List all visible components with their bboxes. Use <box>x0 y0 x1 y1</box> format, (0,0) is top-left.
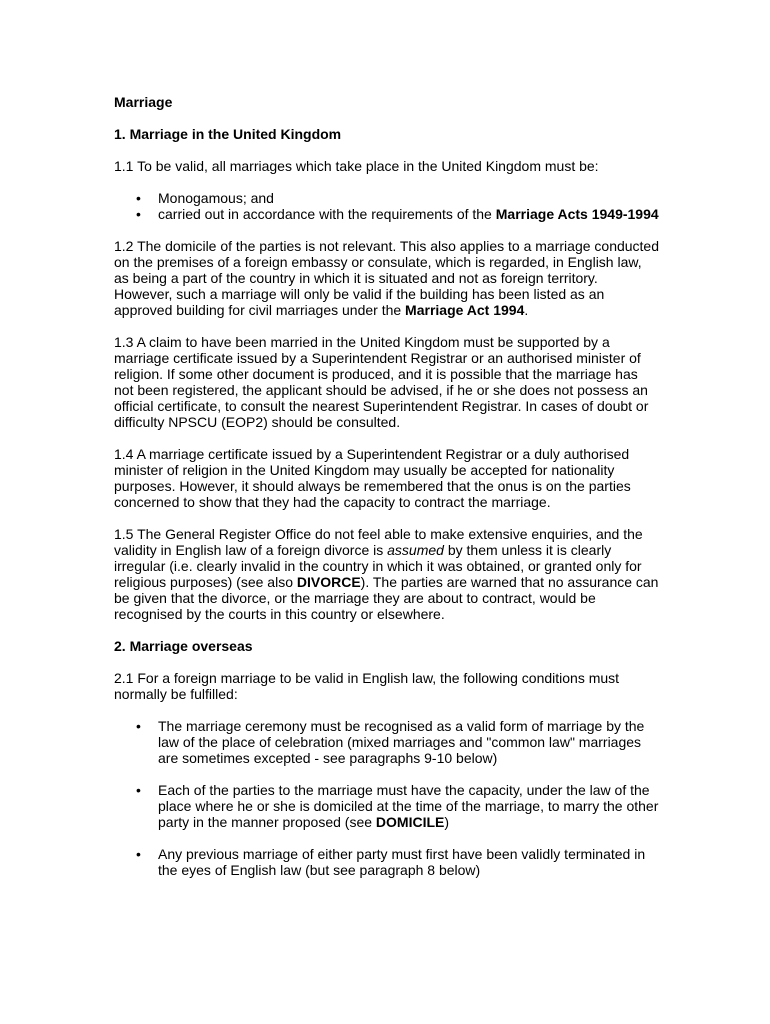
list-item-text: Any previous marriage of either party must first have been validly terminated in the eyes of English law (but see paragraph 8 below) <box>158 846 646 878</box>
list-item <box>114 846 660 878</box>
list-item-text: carried out in accordance with the requirements of the <box>158 206 496 222</box>
paragraph-text: 1.2 The domicile of the parties is not relevant. This also applies to a marriage conducted on the premises of a foreign embassy or consulate, which is regarded, in English law, as being a part of the country in which it is situated and not as foreign territory. However, such a marriage will only be valid if the building has been listed as an approved building for civil marriages under the <box>114 238 660 318</box>
paragraph-1-3: 1.3 A claim to have been married in the United Kingdom must be supported by a marriage certificate issued by a Superintendent Registrar or an authorised minister of religion. If some other document is produced, and it is possible that the marriage has not been registered, the applicant should be advised, if he or she does not possess an official certificate, to consult the nearest Superintendent Registrar. In cases of doubt or difficulty NPSCU (EOP2) should be consulted. <box>114 334 649 430</box>
bullet-icon: • <box>136 846 141 862</box>
bullet-icon: • <box>136 206 141 222</box>
paragraph-1-5 <box>114 526 660 622</box>
bullet-icon: • <box>136 782 141 798</box>
paragraph-1-4: 1.4 A marriage certificate issued by a Superintendent Registrar or a duly authorised minister of religion in the United Kingdom may usually be accepted for nationality purposes. However, it should always be remembered that the onus is on the parties concerned to show that they had the capacity to contract the marriage. <box>114 446 631 510</box>
cross-reference: DOMICILE <box>375 814 445 830</box>
list-item-text: Each of the parties to the marriage must have the capacity, under the law of the place where he or she is domiciled at the time of the marriage, to marry the other party in the manner proposed (see <box>158 782 659 830</box>
act-reference: Marriage Acts 1949-1994 <box>495 206 659 222</box>
cross-reference: DIVORCE <box>296 574 361 590</box>
paragraph-text: ). The parties are warned that no assurance can be given that the divorce, or the marriage they are about to contract, would be recognised by the courts in this country or elsewhere. <box>114 574 659 622</box>
paragraph-1-2 <box>114 238 660 318</box>
document-body <box>114 94 660 894</box>
document-title: Marriage <box>114 94 173 110</box>
paragraph-text: . <box>524 302 529 318</box>
list-item-text: The marriage ceremony must be recognised as a valid form of marriage by the law of the place of celebration (mixed marriages and "common law" marriages are sometimes excepted - see paragraphs 9-10 below) <box>158 718 645 766</box>
bullet-icon: • <box>136 718 141 734</box>
list-item-text: ) <box>444 814 450 830</box>
bullet-icon: • <box>136 190 141 206</box>
list-item <box>114 206 660 222</box>
list-item <box>114 190 660 206</box>
list-item <box>114 718 660 766</box>
section-2-bullet-list <box>114 718 660 878</box>
section-1-heading: 1. Marriage in the United Kingdom <box>114 126 342 142</box>
paragraph-text: by them unless it is clearly irregular (i.e. clearly invalid in the country in which it was obtained, or granted only for religious purposes) (see also <box>114 542 642 590</box>
section-2-heading: 2. Marriage overseas <box>114 638 253 654</box>
section-1-bullet-list <box>114 190 660 222</box>
emphasis-text: assumed <box>387 542 444 558</box>
list-item-text: Monogamous; and <box>158 190 274 206</box>
paragraph-text: 1.5 The General Register Office do not feel able to make extensive enquiries, and the validity in English law of a foreign divorce is <box>114 526 643 558</box>
paragraph-1-1: 1.1 To be valid, all marriages which take place in the United Kingdom must be: <box>114 158 599 174</box>
paragraph-2-1: 2.1 For a foreign marriage to be valid in English law, the following conditions must normally be fulfilled: <box>114 670 620 702</box>
act-reference: Marriage Act 1994 <box>405 302 525 318</box>
list-item <box>114 782 660 830</box>
